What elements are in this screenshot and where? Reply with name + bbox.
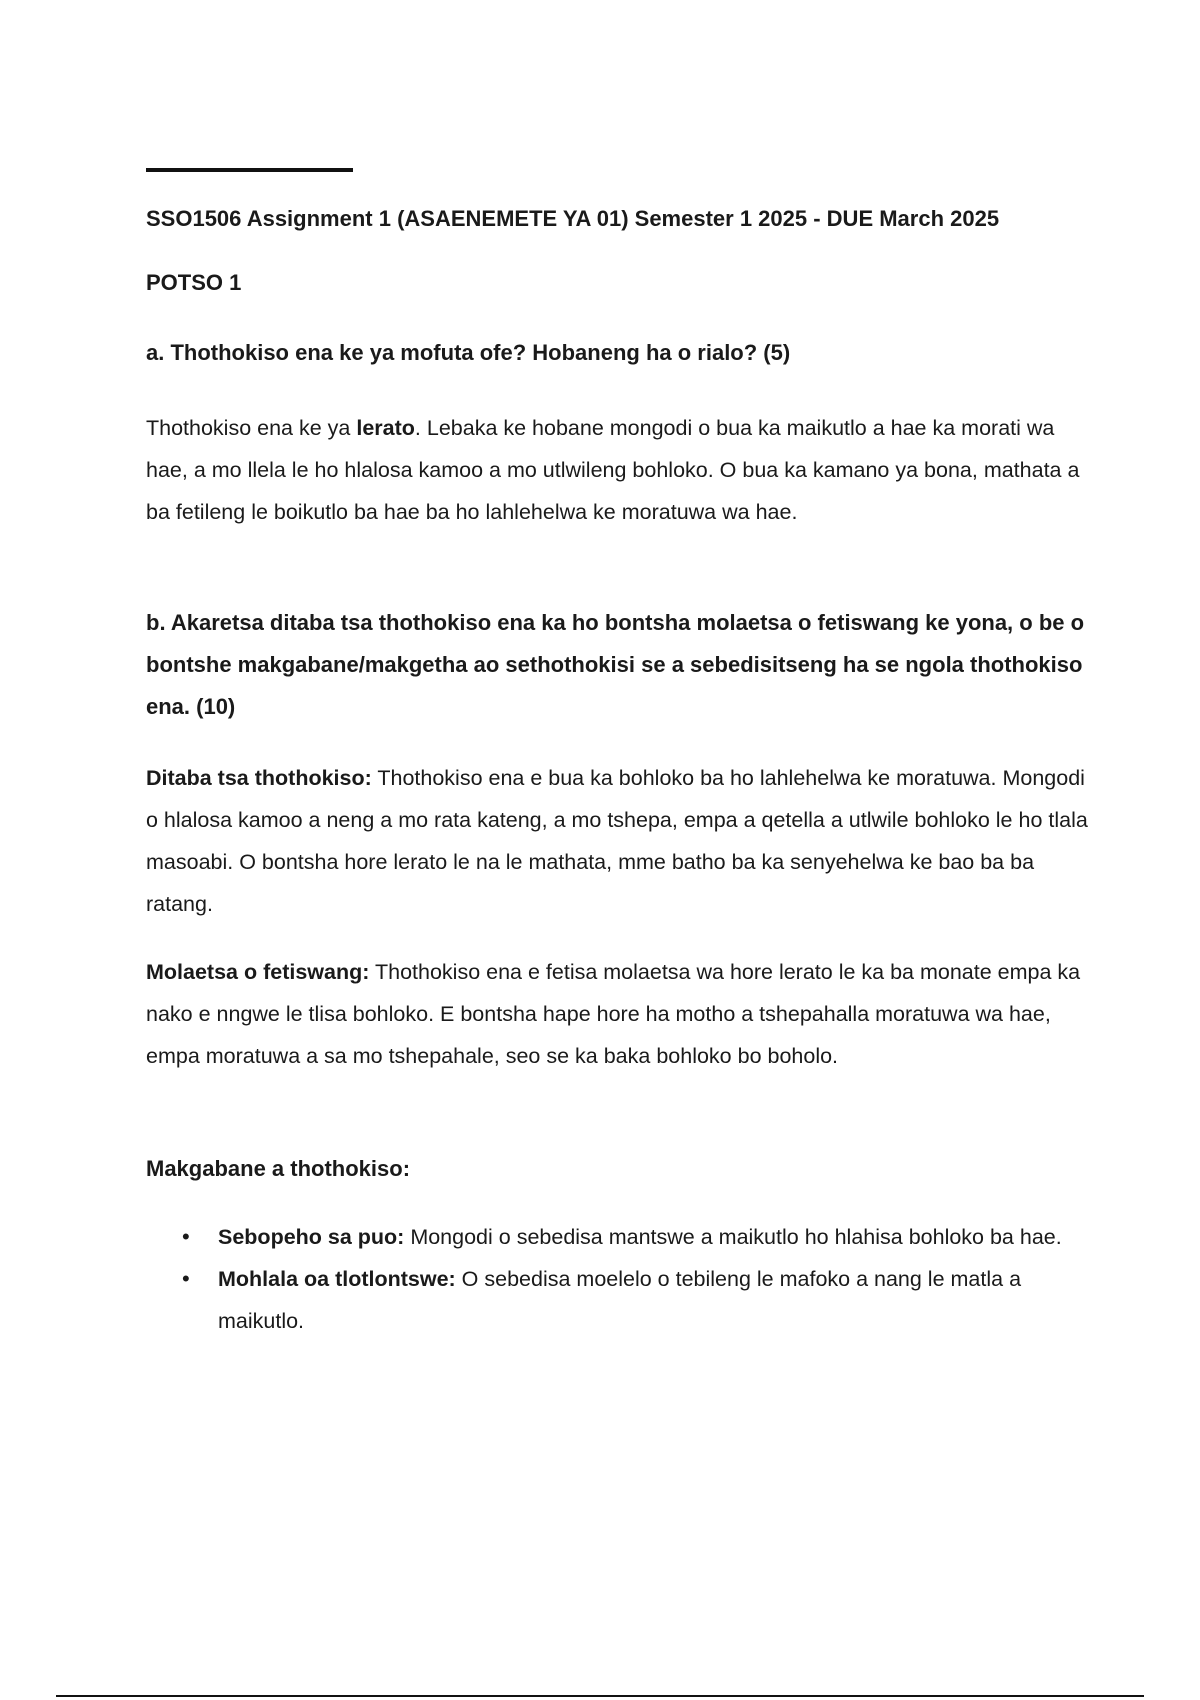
- answer-a-post: . Lebaka ke hobane mongodi o bua ka maikutlo a hae ka morati wa hae, a mo llela le ho hlalosa kamoo a mo utlwileng bohloko. O bua ka kamano ya bona, mathata a ba fetileng le boikutlo ba hae ba ho lahlehelwa ke moratuwa wa hae.: [146, 416, 1080, 524]
- ditaba-paragraph: [146, 757, 1091, 925]
- makgabane-list: [146, 1216, 1091, 1342]
- question-a-answer: [146, 407, 1091, 533]
- question-b-heading: b. Akaretsa ditaba tsa thothokiso ena ka ho bontsha molaetsa o fetiswang ke yona, o be o bontshe makgabane/makgetha ao sethothokisi se a sebedisitseng ha se ngola thothokiso ena. (10): [146, 610, 1085, 719]
- bullet-label: Sebopeho sa puo:: [218, 1225, 405, 1249]
- bullet-label: Mohlala oa tlotlontswe:: [218, 1267, 456, 1291]
- question-heading: POTSO 1: [146, 270, 242, 295]
- molaetsa-label: Molaetsa o fetiswang:: [146, 960, 370, 984]
- answer-a-pre: Thothokiso ena ke ya: [146, 416, 357, 440]
- bullet-icon: •: [182, 1224, 190, 1249]
- list-item: [146, 1216, 1091, 1258]
- molaetsa-paragraph: [146, 951, 1091, 1077]
- bullet-text: Mongodi o sebedisa mantswe a maikutlo ho hlahisa bohloko ba hae.: [404, 1225, 1062, 1249]
- header-rule: [146, 168, 353, 172]
- bullet-icon: •: [182, 1266, 190, 1291]
- bullet-text: O sebedisa moelelo o tebileng le mafoko a nang le matla a maikutlo.: [218, 1267, 1022, 1333]
- molaetsa-text: Thothokiso ena e fetisa molaetsa wa hore lerato le ka ba monate empa ka nako e nngwe le tlisa bohloko. E bontsha hape hore ha motho a tshepahalla moratuwa wa hae, empa moratuwa a sa mo tshepahale, seo se ka baka bohloko bo boholo.: [146, 960, 1081, 1068]
- answer-a-bold: lerato: [356, 416, 415, 440]
- footer-rule: [56, 1695, 1144, 1697]
- list-item: [146, 1258, 1091, 1342]
- ditaba-text: Thothokiso ena e bua ka bohloko ba ho lahlehelwa ke moratuwa. Mongodi o hlalosa kamoo a neng a mo rata kateng, a mo tshepa, empa a qetella a utlwile bohloko le ho tlala masoabi. O bontsha hore lerato le na le mathata, mme batho ba ka senyehelwa ke bao ba ba ratang.: [146, 766, 1088, 916]
- question-a-heading: a. Thothokiso ena ke ya mofuta ofe? Hobaneng ha o rialo? (5): [146, 340, 791, 365]
- ditaba-label: Ditaba tsa thothokiso:: [146, 766, 372, 790]
- makgabane-heading: Makgabane a thothokiso:: [146, 1156, 411, 1181]
- document-title: SSO1506 Assignment 1 (ASAENEMETE YA 01) Semester 1 2025 - DUE March 2025: [146, 206, 1000, 231]
